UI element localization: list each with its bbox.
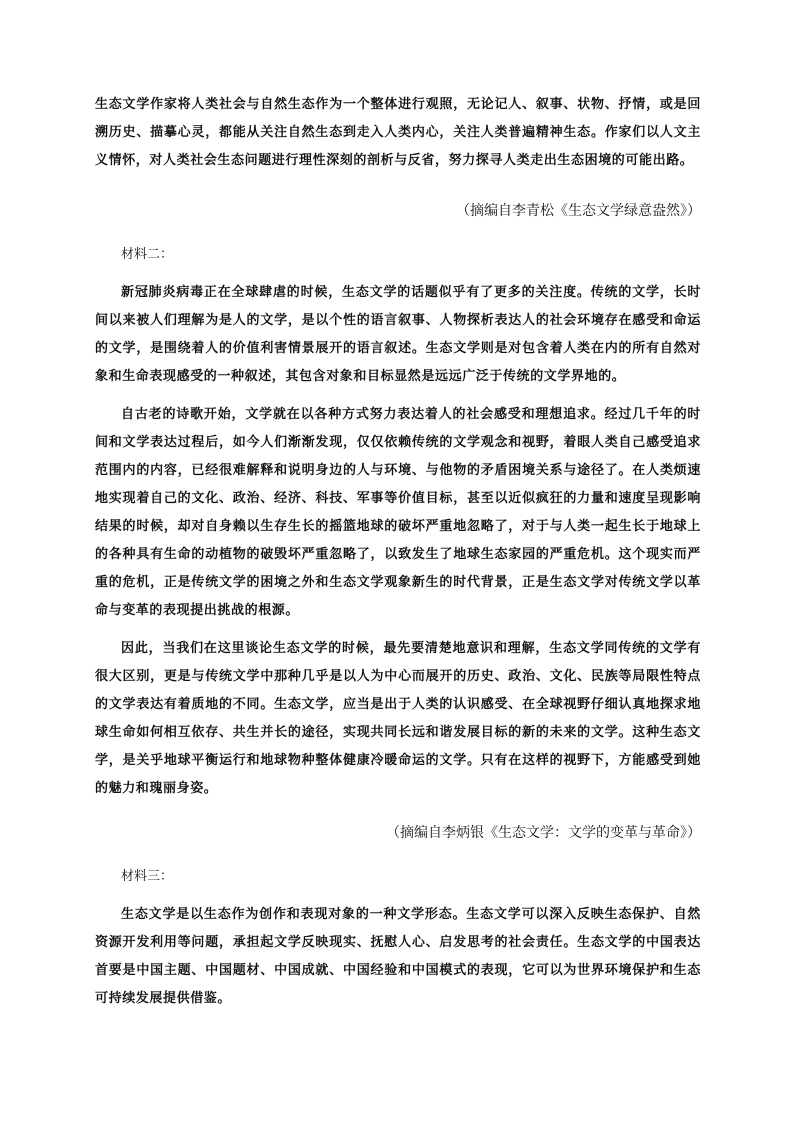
material2-paragraph-3: 因此，当我们在这里谈论生态文学的时候，最先要清楚地意识和理解，生态文学同传统的文学有很大区别，更是与传统文学中那种几乎是以人为中心而展开的历史、政治、文化、民族等局限性特点的文学表达有着质地的不同。生态文学，应当是出于人类的认识感受、在全球视野仔细认真地探求地球生命如何相互依存、共生并长的途径，实现共同长远和谐发展目标的新的未来的文学。这种生态文学，是关乎地球平衡运行和地球物种整体健康冷暖命运的文学。只有在这样的视野下，方能感受到她的魅力和瑰丽身姿。 (95, 641, 701, 796)
material2-paragraph-1: 新冠肺炎病毒正在全球肆虐的时候，生态文学的话题似乎有了更多的关注度。传统的文学，长时间以来被人们理解为是人的文学，是以个性的语言叙事、人物探析表达人的社会环境存在感受和命运的文学，是围绕着人的价值利害情景展开的语言叙述。生态文学则是对包含着人类在内的所有自然对象和生命表现感受的一种叙述，其包含对象和目标显然是远远广泛于传统的文学界地的。 (95, 285, 701, 384)
document-page (95, 91, 701, 1013)
material2-paragraph-2: 自古老的诗歌开始，文学就在以各种方式努力表达着人的社会感受和理想追求。经过几千年的时间和文学表达过程后，如今人们渐渐发现，仅仅依赖传统的文学观念和视野，着眼人类自己感受追求范围内的内容，已经很难解释和说明身边的人与环境、与他物的矛盾困境关系与途径了。在人类烦速地实现着自己的文化、政治、经济、科技、军事等价值目标，甚至以近似疯狂的力量和速度呈现影响结果的时候，却对自身赖以生存生长的摇篮地球的破坏严重地忽略了，对于与人类一起生长于地球上的各种具有生命的动植物的破毁坏严重忽略了，以致发生了地球生态家园的严重危机。这个现实而严重的危机，正是传统文学的困境之外和生态文学观象新生的时代背景，正是生态文学对传统文学以革命与变革的表现提出挑战的根源。 (95, 407, 701, 618)
material3-paragraph: 生态文学是以生态作为创作和表现对象的一种文学形态。生态文学可以深入反映生态保护、自然资源开发利用等问题，承担起文学反映现实、抚慰人心、启发思考的社会责任。生态文学的中国表达首要是中国主题、中国题材、中国成就、中国经验和中国模式的表现，它可以为世界环境保护和生态可持续发展提供借鉴。 (95, 907, 701, 1006)
material2-heading: 材料二： (121, 247, 174, 262)
material3-heading: 材料三： (121, 869, 174, 884)
material1-source: （摘编自李青松《生态文学绿意盎然》） (456, 203, 701, 219)
material2-source: （摘编自李炳银《生态文学：文学的变革与革命》） (386, 825, 701, 841)
material1-paragraph: 生态文学作家将人类社会与自然生态作为一个整体进行观照，无论记人、叙事、状物、抒情，或是回溯历史、描摹心灵，都能从关注自然生态到走入人类内心，关注人类普遍精神生态。作家们以人文主义情怀，对人类社会生态问题进行理性深刻的剖析与反省，努力探寻人类走出生态困境的可能出路。 (95, 97, 701, 168)
